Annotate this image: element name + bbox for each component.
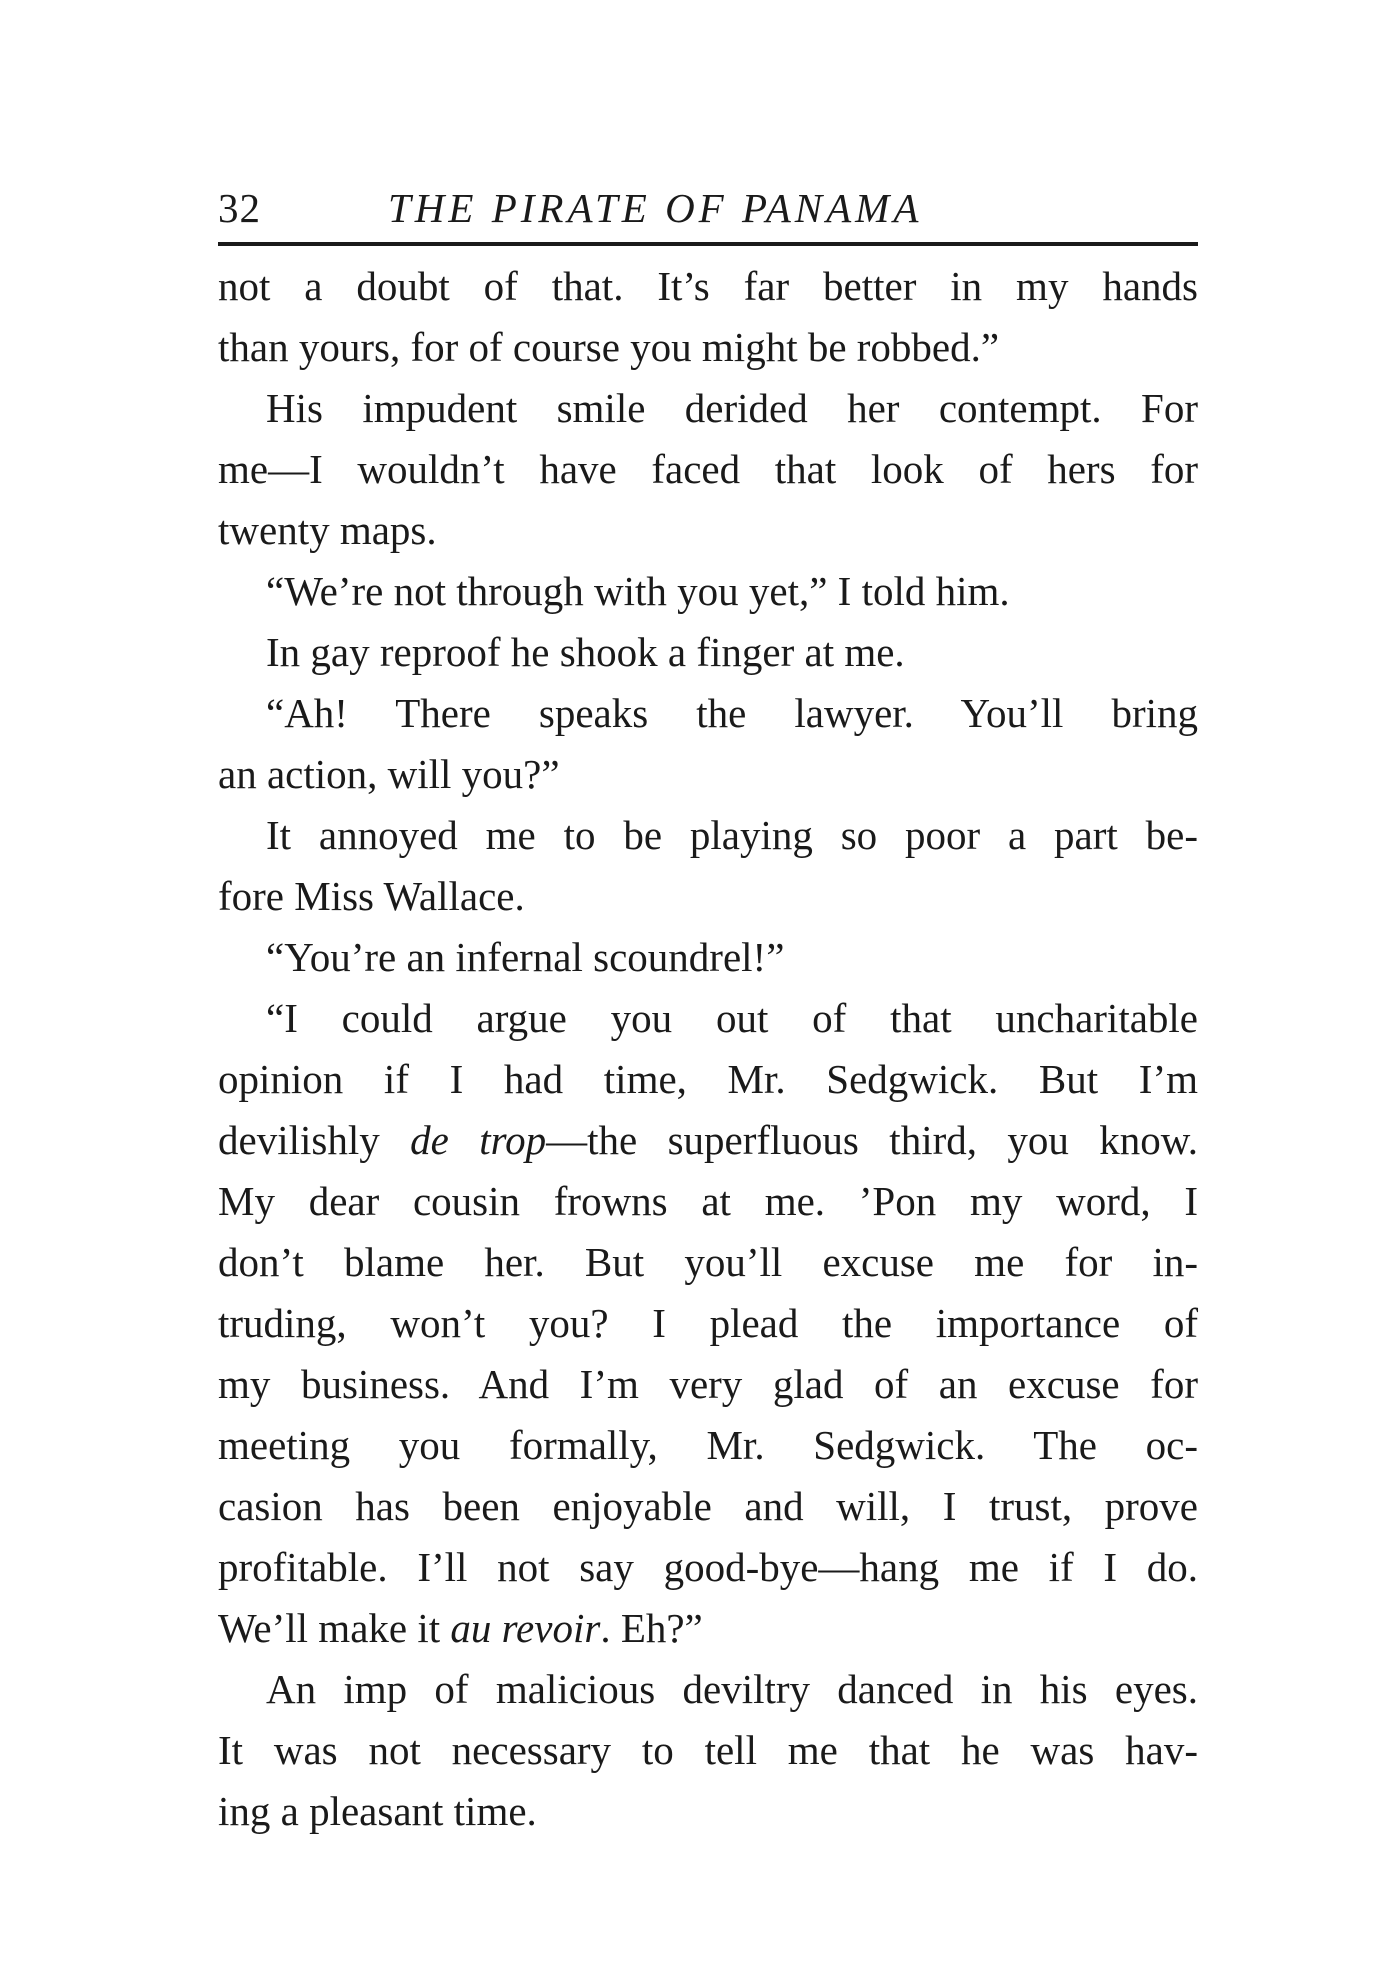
text-line: fore Miss Wallace.: [218, 873, 525, 919]
line-text-pre: We’ll make it: [218, 1605, 451, 1651]
text-line: my business. And I’m very glad of an excuse for: [218, 1361, 1198, 1407]
line-text-pre: devilishly: [218, 1117, 411, 1163]
text-line: “Ah! There speaks the lawyer. You’ll bring: [266, 690, 1198, 736]
text-line: me—I wouldn’t have faced that look of hers for: [218, 446, 1198, 492]
text-line: truding, won’t you? I plead the importance of: [218, 1300, 1198, 1346]
text-line: It was not necessary to tell me that he was hav-: [218, 1727, 1198, 1773]
text-line: An imp of malicious deviltry danced in his eyes.: [266, 1666, 1198, 1712]
text-line: [218, 1110, 1198, 1171]
text-line: casion has been enjoyable and will, I trust, prove: [218, 1483, 1198, 1529]
text-line: not a doubt of that. It’s far better in my hands: [218, 263, 1198, 309]
line-text-post: —the superfluous third, you know.: [546, 1117, 1199, 1163]
running-head: [218, 178, 1198, 238]
text-line: “I could argue you out of that uncharitable: [266, 995, 1198, 1041]
header-rule: [218, 242, 1198, 246]
line-text-post: . Eh?”: [600, 1605, 703, 1651]
text-line: profitable. I’ll not say good-bye—hang me if I do.: [218, 1544, 1198, 1590]
running-title: THE PIRATE OF PANAMA: [388, 185, 923, 231]
text-line: ing a pleasant time.: [218, 1788, 537, 1834]
text-line: than yours, for of course you might be robbed.”: [218, 324, 1000, 370]
text-line: My dear cousin frowns at me. ’Pon my word, I: [218, 1178, 1198, 1224]
text-line: In gay reproof he shook a finger at me.: [266, 629, 905, 675]
italic-phrase: de trop: [410, 1117, 547, 1163]
text-line: don’t blame her. But you’ll excuse me for in-: [218, 1239, 1198, 1285]
book-page: [218, 178, 1198, 1842]
text-line: “You’re an infernal scoundrel!”: [266, 934, 785, 980]
text-line: an action, will you?”: [218, 751, 560, 797]
text-line: [218, 1598, 1198, 1659]
text-line: His impudent smile derided her contempt. For: [266, 385, 1198, 431]
italic-phrase: au revoir: [450, 1605, 601, 1651]
text-line: meeting you formally, Mr. Sedgwick. The oc-: [218, 1422, 1198, 1468]
body-text: [218, 256, 1198, 1842]
text-line: It annoyed me to be playing so poor a part be-: [266, 812, 1198, 858]
page-number: 32: [218, 185, 261, 231]
text-line: opinion if I had time, Mr. Sedgwick. But I’m: [218, 1056, 1198, 1102]
text-line: twenty maps.: [218, 507, 437, 553]
text-line: “We’re not through with you yet,” I told him.: [266, 568, 1010, 614]
